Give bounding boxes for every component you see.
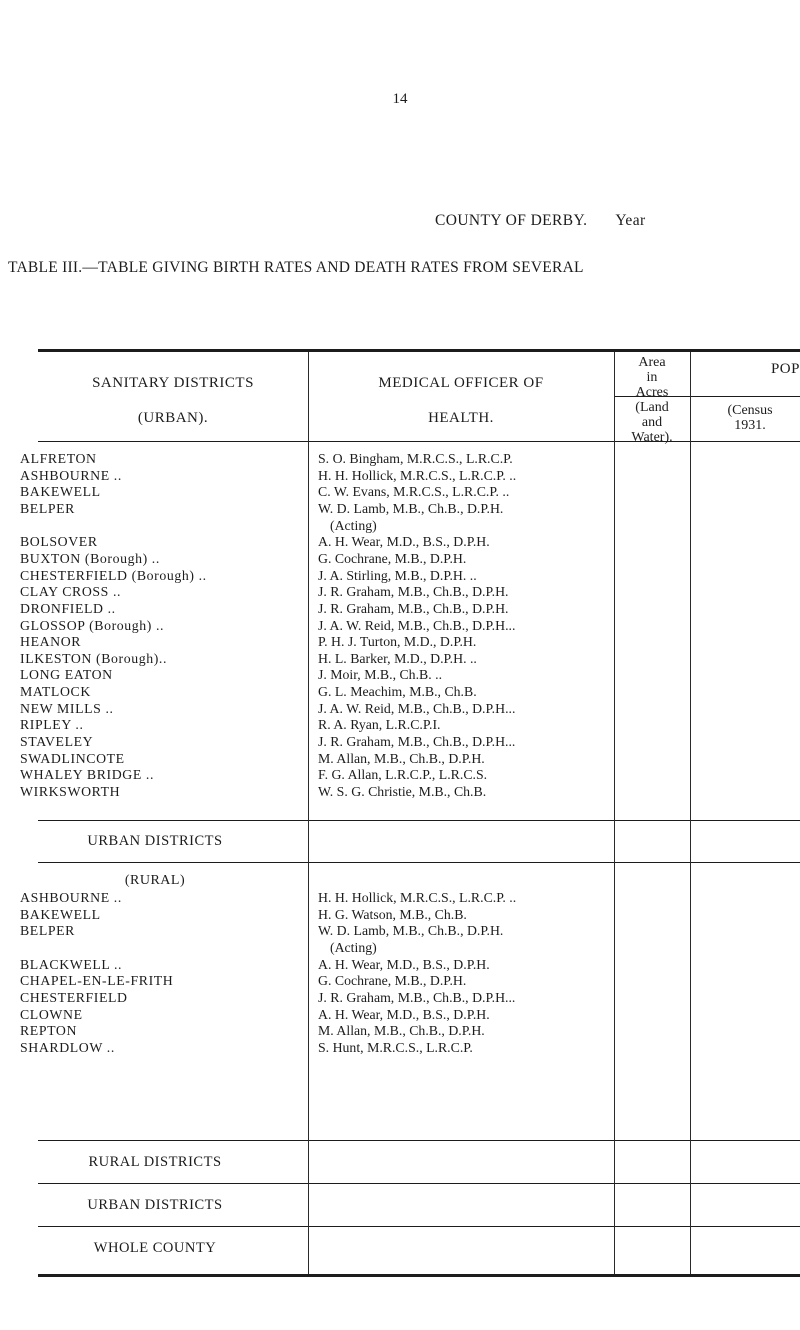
- district-name: STAVELEY: [20, 734, 94, 750]
- county-heading: [435, 212, 646, 230]
- medical-officer: J. A. Stirling, M.B., D.P.H. ..: [318, 567, 477, 583]
- medical-officer: P. H. J. Turton, M.D., D.P.H.: [318, 634, 477, 650]
- county-title: COUNTY OF DERBY.: [435, 212, 588, 229]
- medical-officer-note: (Acting): [330, 939, 377, 955]
- district-name: LONG EATON: [20, 667, 113, 683]
- medical-officer: G. Cochrane, M.B., D.P.H.: [318, 550, 467, 566]
- medical-officer: R. A. Ryan, L.R.C.P.I.: [318, 717, 441, 733]
- medical-officer: A. H. Wear, M.D., B.S., D.P.H.: [318, 956, 490, 972]
- area-header-line-4: (Land: [635, 400, 669, 415]
- divider-officer-area: [614, 352, 615, 1274]
- table-top-rule: [38, 349, 800, 352]
- officer-header-line-1: MEDICAL OFFICER OF: [378, 375, 544, 391]
- district-name: WHALEY BRIDGE ..: [20, 767, 155, 783]
- medical-officer: H. L. Barker, M.D., D.P.H. ..: [318, 650, 477, 666]
- area-column-header: [614, 355, 690, 445]
- district-name: BAKEWELL: [20, 484, 101, 500]
- medical-officer: J. R. Graham, M.B., Ch.B., D.P.H...: [318, 734, 516, 750]
- page-number: 14: [392, 91, 408, 107]
- medical-officer: J. R. Graham, M.B., Ch.B., D.P.H.: [318, 600, 509, 616]
- medical-officer: J. R. Graham, M.B., Ch.B., D.P.H...: [318, 989, 516, 1005]
- district-name: BELPER: [20, 500, 75, 516]
- officer-header-line-2: HEALTH.: [428, 410, 494, 426]
- district-name: ILKESTON (Borough)..: [20, 650, 168, 666]
- table-bottom-rule: [38, 1274, 800, 1277]
- district-name: NEW MILLS ..: [20, 700, 114, 716]
- area-header-line-5: and: [641, 415, 663, 430]
- district-name: BAKEWELL: [20, 906, 101, 922]
- district-name: CHAPEL-EN-LE-FRITH: [20, 973, 174, 989]
- area-header-line-2: in: [646, 370, 658, 385]
- medical-officer: A. H. Wear, M.D., B.S., D.P.H.: [318, 534, 490, 550]
- total-label: URBAN DISTRICTS: [87, 833, 223, 849]
- medical-officer: M. Allan, M.B., Ch.B., D.P.H.: [318, 1023, 485, 1039]
- pop-subheader-line-2: 1931.: [734, 418, 766, 433]
- divider-area-pop: [690, 352, 691, 1274]
- rural-total-bottom-rule: [38, 1183, 800, 1184]
- district-name: GLOSSOP (Borough) ..: [20, 617, 165, 633]
- medical-officer: W. D. Lamb, M.B., Ch.B., D.P.H.: [318, 500, 504, 516]
- medical-officer: S. O. Bingham, M.R.C.S., L.R.C.P.: [318, 451, 513, 466]
- medical-officer: W. S. G. Christie, M.B., Ch.B.: [318, 784, 487, 799]
- district-header-line-1: SANITARY DISTRICTS: [92, 375, 254, 391]
- medical-officer-note: (Acting): [330, 517, 377, 533]
- urban-total2-bottom-rule: [38, 1226, 800, 1227]
- district-name: DRONFIELD ..: [20, 600, 116, 616]
- pop-census-subheader: [700, 403, 800, 433]
- district-name: WIRKSWORTH: [20, 784, 121, 799]
- medical-officer: M. Allan, M.B., Ch.B., D.P.H.: [318, 750, 485, 766]
- divider-district-officer: [308, 352, 309, 1274]
- district-name: ASHBOURNE ..: [20, 890, 122, 905]
- medical-officer: F. G. Allan, L.R.C.P., L.R.C.S.: [318, 767, 488, 783]
- medical-officer: G. L. Meachim, M.B., Ch.B.: [318, 684, 477, 700]
- year-label: Year: [615, 212, 646, 229]
- medical-officer: A. H. Wear, M.D., B.S., D.P.H.: [318, 1006, 490, 1022]
- urban-block-bottom-rule: [38, 820, 800, 821]
- medical-officer: W. D. Lamb, M.B., Ch.B., D.P.H.: [318, 923, 504, 939]
- district-name: BUXTON (Borough) ..: [20, 550, 160, 566]
- medical-officer: J. R. Graham, M.B., Ch.B., D.P.H.: [318, 584, 509, 600]
- total-label: RURAL DISTRICTS: [88, 1154, 222, 1170]
- medical-officer: H. G. Watson, M.B., Ch.B.: [318, 906, 467, 922]
- district-name: CLAY CROSS ..: [20, 584, 122, 600]
- district-name: CHESTERFIELD (Borough) ..: [20, 567, 207, 583]
- rural-block-bottom-rule: [38, 1140, 800, 1141]
- medical-officer: S. Hunt, M.R.C.S., L.R.C.P.: [318, 1039, 473, 1055]
- district-name: CHESTERFIELD: [20, 989, 128, 1005]
- medical-officer: H. H. Hollick, M.R.C.S., L.R.C.P. ..: [318, 890, 517, 905]
- district-header-line-2: (URBAN).: [137, 410, 209, 426]
- district-name: BOLSOVER: [20, 534, 98, 550]
- district-name: SHARDLOW ..: [20, 1039, 115, 1055]
- medical-officer: G. Cochrane, M.B., D.P.H.: [318, 973, 467, 989]
- pop-subheader-line-1: (Census: [727, 403, 773, 418]
- medical-officer: J. A. W. Reid, M.B., Ch.B., D.P.H...: [318, 617, 516, 633]
- rural-group-heading: (RURAL): [124, 873, 186, 888]
- district-name: BLACKWELL ..: [20, 956, 123, 972]
- district-name: ALFRETON: [20, 451, 97, 466]
- district-name: SWADLINCOTE: [20, 750, 125, 766]
- district-name: MATLOCK: [20, 684, 91, 700]
- medical-officer: J. A. W. Reid, M.B., Ch.B., D.P.H...: [318, 700, 516, 716]
- district-name: REPTON: [20, 1023, 78, 1039]
- district-name: HEANOR: [20, 634, 82, 650]
- officer-column-header: [308, 374, 614, 427]
- medical-officer: H. H. Hollick, M.R.C.S., L.R.C.P. ..: [318, 467, 517, 483]
- area-header-line-1: Area: [638, 355, 666, 370]
- district-name: BELPER: [20, 923, 75, 939]
- district-name: RIPLEY ..: [20, 717, 84, 733]
- district-name: ASHBOURNE ..: [20, 467, 122, 483]
- pop-column-header: POP: [770, 361, 800, 377]
- medical-officer: J. Moir, M.B., Ch.B. ..: [318, 667, 443, 683]
- total-label: WHOLE COUNTY: [93, 1240, 217, 1256]
- district-column-header: [38, 374, 308, 427]
- area-header-line-6: Water).: [631, 430, 673, 445]
- medical-officer: C. W. Evans, M.R.C.S., L.R.C.P. ..: [318, 484, 510, 500]
- table-title: TABLE III.—TABLE GIVING BIRTH RATES AND DEATH RATES FROM SEVERAL: [8, 259, 584, 276]
- district-name: CLOWNE: [20, 1006, 83, 1022]
- urban-total-bottom-rule: [38, 862, 800, 863]
- area-header-line-3: Acres: [635, 385, 669, 400]
- total-label: URBAN DISTRICTS: [87, 1197, 223, 1213]
